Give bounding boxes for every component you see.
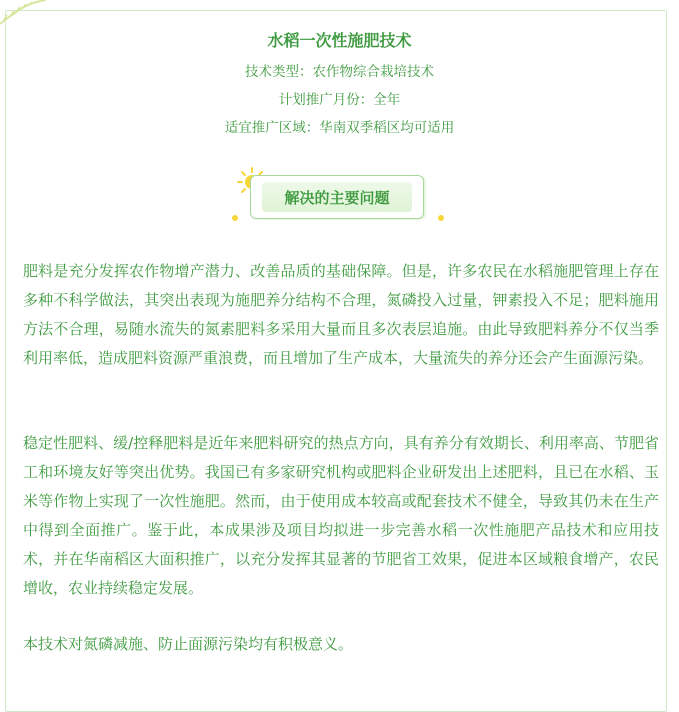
tech-type: 技术类型：农作物综合栽培技术 bbox=[245, 64, 434, 80]
dot-left-icon bbox=[232, 215, 238, 221]
section-badge bbox=[232, 165, 444, 225]
section-badge-label: 解决的主要问题 bbox=[262, 182, 412, 212]
grass-decoration-icon bbox=[0, 0, 60, 30]
paragraph-3: 本技术对氮磷减施、防止面源污染均有积极意义。 bbox=[23, 635, 354, 653]
promo-area: 适宜推广区域：华南双季稻区均可适用 bbox=[224, 120, 455, 136]
dot-right-icon bbox=[438, 215, 444, 221]
paragraph-1: 肥料是充分发挥农作物增产潜力、改善品质的基础保障。但是，许多农民在水稻施肥管理上存在多种不科学做法，其突出表现为施肥养分结构不合理，氮磷投入过量，钾素投入不足；肥料施用方法不合理，易随水流失的氮素肥料多采用大量而且多次表层追施。由此导致肥料养分不仅当季利用率低，造成肥料资源严重浪费，而且增加了生产成本，大量流失的养分还会产生面源污染。 bbox=[23, 262, 659, 367]
promo-month: 计划推广月份：全年 bbox=[278, 92, 401, 108]
page-title: 水稻一次性施肥技术 bbox=[267, 31, 412, 50]
paragraph-2: 稳定性肥料、缓/控释肥料是近年来肥料研究的热点方向，具有养分有效期长、利用率高、节肥省工和环境友好等突出优势。我国已有多家研究机构或肥料企业研发出上述肥料，且已在水稻、玉米等作物上实现了一次性施肥。然而，由于使用成本较高或配套技术不健全，导致其仍未在生产中得到全面推广。鉴于此，本成果涉及项目均拟进一步完善水稻一次性施肥产品技术和应用技术，并在华南稻区大面积推广，以充分发挥其显著的节肥省工效果，促进本区域粮食增产，农民增收，农业持续稳定发展。 bbox=[23, 434, 659, 597]
section-badge-frame bbox=[250, 175, 424, 219]
